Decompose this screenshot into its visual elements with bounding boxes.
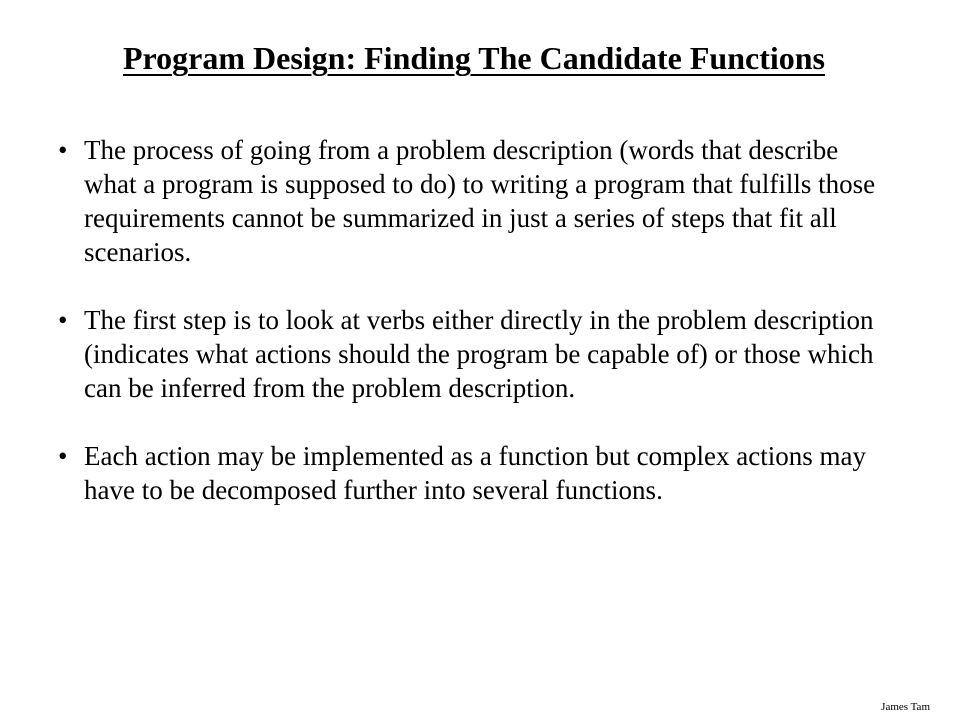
bullet-marker: •	[58, 135, 68, 165]
bullet-item	[58, 303, 888, 405]
bullet-text: Each action may be implemented as a function but complex actions may have to be decomposed further into several functions.	[84, 441, 866, 505]
bullet-marker: •	[58, 305, 68, 335]
slide-title: Program Design: Finding The Candidate Functions	[122, 40, 825, 76]
bullet-text: The process of going from a problem description (words that describe what a program is supposed to do) to writing a program that fulfills those requirements cannot be summarized in just a series of steps that fit all scenarios.	[84, 135, 876, 267]
bullet-item	[58, 439, 888, 507]
bullet-text: The first step is to look at verbs either directly in the problem description (indicates what actions should the program be capable of) or those which can be inferred from the problem description.	[84, 305, 874, 403]
bullet-item	[58, 133, 888, 269]
bullet-marker: •	[58, 441, 68, 471]
bullet-list	[58, 133, 888, 507]
author-footer: James Tam	[881, 701, 930, 713]
